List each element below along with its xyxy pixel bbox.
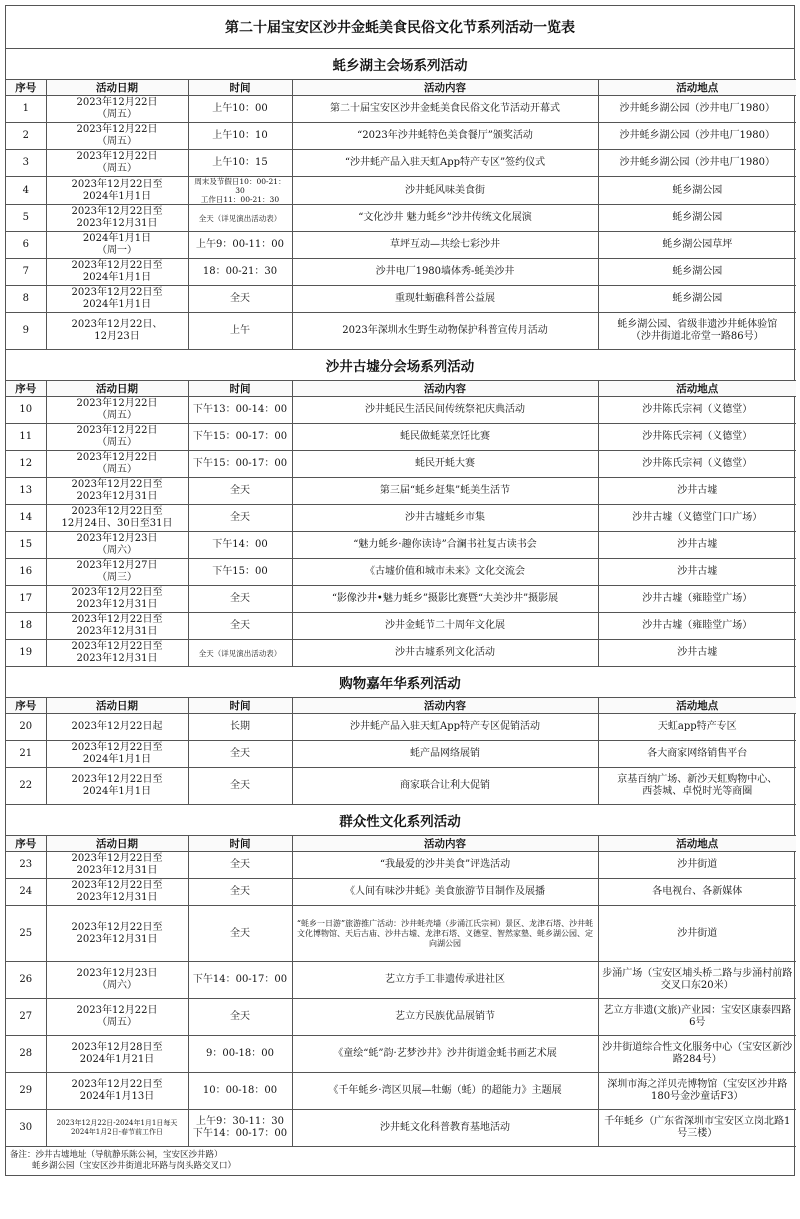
table-row	[6, 286, 796, 313]
section-title: 购物嘉年华系列活动	[6, 667, 794, 698]
table-row	[6, 999, 796, 1036]
header-row	[6, 836, 796, 852]
column-header: 时间	[188, 836, 292, 852]
row-number: 15	[6, 532, 46, 559]
column-header: 时间	[188, 80, 292, 96]
activity-time: 长期	[188, 714, 292, 741]
activity-content: 蚝产品网络展销	[292, 741, 598, 768]
activity-location: 京基百纳广场、新沙天虹购物中心、 西荟城、卓悦时光等商圈	[598, 768, 796, 805]
activity-time: 上午10：15	[188, 150, 292, 177]
activity-content: “2023年沙井蚝特色美食餐厅”颁奖活动	[292, 123, 598, 150]
header-row	[6, 80, 796, 96]
column-header: 时间	[188, 698, 292, 714]
activity-content: 沙井蚝产品入驻天虹App特产专区促销活动	[292, 714, 598, 741]
activity-time: 18：00-21：30	[188, 259, 292, 286]
table-row	[6, 478, 796, 505]
activity-time: 全天	[188, 613, 292, 640]
activity-content: 第二十届宝安区沙井金蚝美食民俗文化节活动开幕式	[292, 96, 598, 123]
header-row	[6, 698, 796, 714]
activity-time: 下午14：00-17：00	[188, 962, 292, 999]
activity-time: 下午15：00	[188, 559, 292, 586]
activity-content: 第三届“蚝乡赶集”蚝美生活节	[292, 478, 598, 505]
activity-content: 草坪互动—共绘七彩沙井	[292, 232, 598, 259]
activity-time: 10：00-18：00	[188, 1073, 292, 1110]
row-number: 7	[6, 259, 46, 286]
table-row	[6, 232, 796, 259]
row-number: 13	[6, 478, 46, 505]
activity-time: 下午13：00-14：00	[188, 397, 292, 424]
activity-date: 2024年1月1日 （周一）	[46, 232, 188, 259]
activity-date: 2023年12月22日至 2023年12月31日	[46, 640, 188, 667]
row-number: 8	[6, 286, 46, 313]
activity-location: 沙井蚝乡湖公园（沙井电厂1980）	[598, 150, 796, 177]
activity-date: 2023年12月28日至 2024年1月21日	[46, 1036, 188, 1073]
row-number: 4	[6, 177, 46, 205]
activity-location: 蚝乡湖公园草坪	[598, 232, 796, 259]
activity-time: 全天（详见演出活动表）	[188, 205, 292, 232]
activity-time: 下午15：00-17：00	[188, 451, 292, 478]
row-number: 2	[6, 123, 46, 150]
table-row	[6, 613, 796, 640]
activity-table	[6, 380, 796, 667]
activity-location: 沙井古墟	[598, 559, 796, 586]
activity-time: 上午	[188, 313, 292, 350]
activity-location: 艺立方非遗(文旅)产业园：宝安区康泰四路6号	[598, 999, 796, 1036]
activity-date: 2023年12月22日至 2024年1月1日	[46, 177, 188, 205]
footnote-line-1: 备注：沙井古墟地址（导航静乐陈公祠，宝安区沙井路）	[10, 1150, 223, 1160]
activity-time: 上午9：30-11：30 下午14：00-17：00	[188, 1110, 292, 1147]
row-number: 10	[6, 397, 46, 424]
activity-location: 蚝乡湖公园	[598, 259, 796, 286]
activity-date: 2023年12月22日 （周五）	[46, 96, 188, 123]
activity-location: 步涌广场（宝安区埔头桥二路与步涌村前路交叉口东20米）	[598, 962, 796, 999]
activity-time: 下午14：00	[188, 532, 292, 559]
section-title: 沙井古墟分会场系列活动	[6, 350, 794, 381]
activity-date: 2023年12月22日 （周五）	[46, 123, 188, 150]
row-number: 21	[6, 741, 46, 768]
activity-content: 重现牡蛎礁科普公益展	[292, 286, 598, 313]
row-number: 25	[6, 906, 46, 962]
table-row	[6, 451, 796, 478]
activity-location: 蚝乡湖公园	[598, 177, 796, 205]
table-row	[6, 123, 796, 150]
column-header: 活动日期	[46, 80, 188, 96]
activity-date: 2023年12月23日 （周六）	[46, 962, 188, 999]
activity-time: 上午9：00-11：00	[188, 232, 292, 259]
activity-content: 沙井电厂1980墙体秀-蚝美沙井	[292, 259, 598, 286]
main-title: 第二十届宝安区沙井金蚝美食民俗文化节系列活动一览表	[6, 6, 794, 49]
column-header: 活动日期	[46, 381, 188, 397]
row-number: 12	[6, 451, 46, 478]
activity-location: 千年蚝乡（广东省深圳市宝安区立岗北路1号三楼）	[598, 1110, 796, 1147]
column-header: 活动内容	[292, 381, 598, 397]
column-header: 活动地点	[598, 836, 796, 852]
row-number: 24	[6, 879, 46, 906]
column-header: 序号	[6, 80, 46, 96]
activity-content: 《童绘“蚝”韵·艺梦沙井》沙井街道金蚝书画艺术展	[292, 1036, 598, 1073]
activity-content: 沙井蚝民生活民间传统祭祀庆典活动	[292, 397, 598, 424]
activity-date: 2023年12月22日 （周五）	[46, 150, 188, 177]
table-row	[6, 259, 796, 286]
table-row	[6, 313, 796, 350]
activity-location: 沙井街道	[598, 906, 796, 962]
table-row	[6, 1073, 796, 1110]
table-row	[6, 714, 796, 741]
activity-time: 上午10：10	[188, 123, 292, 150]
activity-location: 沙井古墟（义德堂门口广场）	[598, 505, 796, 532]
activity-location: 沙井古墟（雍睦堂广场）	[598, 586, 796, 613]
column-header: 活动地点	[598, 381, 796, 397]
activity-time: 全天	[188, 586, 292, 613]
activity-date: 2023年12月22日-2024年1月1日每天 2024年1月2日-春节前工作日	[46, 1110, 188, 1147]
activity-table	[6, 835, 796, 1147]
activity-time: 9：00-18：00	[188, 1036, 292, 1073]
column-header: 活动内容	[292, 698, 598, 714]
activity-content: 沙井蚝风味美食街	[292, 177, 598, 205]
activity-location: 各电视台、各新媒体	[598, 879, 796, 906]
table-row	[6, 559, 796, 586]
activity-date: 2023年12月22日至 2023年12月31日	[46, 906, 188, 962]
section-title: 蚝乡湖主会场系列活动	[6, 49, 794, 80]
section-title: 群众性文化系列活动	[6, 805, 794, 836]
activity-content: 沙井古墟系列文化活动	[292, 640, 598, 667]
row-number: 9	[6, 313, 46, 350]
activity-content: 《古墟价值和城市未来》文化交流会	[292, 559, 598, 586]
table-row	[6, 424, 796, 451]
activity-time: 全天	[188, 286, 292, 313]
activity-time: 全天	[188, 478, 292, 505]
activity-location: 沙井蚝乡湖公园（沙井电厂1980）	[598, 123, 796, 150]
activity-location: 沙井古墟（雍睦堂广场）	[598, 613, 796, 640]
column-header: 活动日期	[46, 698, 188, 714]
table-row	[6, 768, 796, 805]
row-number: 23	[6, 852, 46, 879]
activity-date: 2023年12月22日至 2023年12月31日	[46, 205, 188, 232]
activity-time: 全天	[188, 768, 292, 805]
activity-location: 各大商家网络销售平台	[598, 741, 796, 768]
row-number: 26	[6, 962, 46, 999]
column-header: 活动内容	[292, 836, 598, 852]
activity-date: 2023年12月22日至 2024年1月1日	[46, 259, 188, 286]
activity-location: 沙井陈氏宗祠（义德堂）	[598, 424, 796, 451]
table-row	[6, 205, 796, 232]
table-row	[6, 96, 796, 123]
activity-location: 蚝乡湖公园	[598, 205, 796, 232]
activity-time: 全天	[188, 852, 292, 879]
column-header: 活动地点	[598, 80, 796, 96]
activity-table	[6, 697, 796, 805]
activity-time: 全天	[188, 879, 292, 906]
row-number: 6	[6, 232, 46, 259]
sections-container	[6, 49, 794, 1147]
activity-date: 2023年12月22日至 2024年1月13日	[46, 1073, 188, 1110]
row-number: 19	[6, 640, 46, 667]
activity-date: 2023年12月22日 （周五）	[46, 999, 188, 1036]
row-number: 14	[6, 505, 46, 532]
activity-location: 沙井陈氏宗祠（义德堂）	[598, 451, 796, 478]
activity-location: 沙井街道综合性文化服务中心（宝安区新沙路284号）	[598, 1036, 796, 1073]
activity-time: 周末及节假日10：00-21：30 工作日11：00-21：30	[188, 177, 292, 205]
activity-location: 沙井古墟	[598, 640, 796, 667]
activity-content: 《千年蚝乡·湾区贝展—牡蛎（蚝）的超能力》主题展	[292, 1073, 598, 1110]
activity-content: 蚝民做蚝菜烹饪比赛	[292, 424, 598, 451]
row-number: 27	[6, 999, 46, 1036]
activity-content: 沙井古墟蚝乡市集	[292, 505, 598, 532]
row-number: 16	[6, 559, 46, 586]
activity-date: 2023年12月22日 （周五）	[46, 397, 188, 424]
row-number: 5	[6, 205, 46, 232]
activity-date: 2023年12月22日至 2023年12月31日	[46, 613, 188, 640]
table-row	[6, 1036, 796, 1073]
activity-date: 2023年12月22日至 2023年12月31日	[46, 852, 188, 879]
table-row	[6, 1110, 796, 1147]
activity-content: “魅力蚝乡·趣你读诗”合澜书社复古读书会	[292, 532, 598, 559]
activity-content: “沙井蚝产品入驻天虹App特产专区”签约仪式	[292, 150, 598, 177]
activity-date: 2023年12月22日 （周五）	[46, 451, 188, 478]
activity-content: “蚝乡一日游”旅游推广活动：沙井蚝壳墙（步涌江氏宗祠）景区、龙津石塔、沙井蚝文化博物馆、天后古庙、沙井古墟、龙津石塔、义德堂、智然家塾、蚝乡湖公园、定向湖公园	[292, 906, 598, 962]
activity-content: 《人间有味沙井蚝》美食旅游节目制作及展播	[292, 879, 598, 906]
activity-content: 蚝民开蚝大赛	[292, 451, 598, 478]
column-header: 序号	[6, 836, 46, 852]
footnote-line-2: 蚝乡湖公园（宝安区沙井街道北环路与岗头路交叉口）	[32, 1161, 237, 1171]
table-row	[6, 397, 796, 424]
activity-date: 2023年12月22日 （周五）	[46, 424, 188, 451]
row-number: 30	[6, 1110, 46, 1147]
activity-time: 全天	[188, 741, 292, 768]
row-number: 1	[6, 96, 46, 123]
row-number: 22	[6, 768, 46, 805]
activity-location: 蚝乡湖公园	[598, 286, 796, 313]
activity-time: 下午15：00-17：00	[188, 424, 292, 451]
row-number: 18	[6, 613, 46, 640]
activity-date: 2023年12月22日至 2024年1月1日	[46, 286, 188, 313]
column-header: 活动内容	[292, 80, 598, 96]
activity-date: 2023年12月27日 （周三）	[46, 559, 188, 586]
activity-time: 全天	[188, 906, 292, 962]
header-row	[6, 381, 796, 397]
table-row	[6, 852, 796, 879]
activity-location: 沙井蚝乡湖公园（沙井电厂1980）	[598, 96, 796, 123]
activity-location: 天虹app特产专区	[598, 714, 796, 741]
activity-date: 2023年12月22日至 12月24日、30日至31日	[46, 505, 188, 532]
activity-content: 商家联合让利大促销	[292, 768, 598, 805]
table-row	[6, 532, 796, 559]
activity-date: 2023年12月22日至 2023年12月31日	[46, 586, 188, 613]
activity-table	[6, 79, 796, 350]
activity-location: 蚝乡湖公园、省级非遗沙井蚝体验馆 （沙井街道北帝堂一路86号）	[598, 313, 796, 350]
table-row	[6, 505, 796, 532]
activity-content: “文化沙井 魅力蚝乡”沙井传统文化展演	[292, 205, 598, 232]
table-row	[6, 640, 796, 667]
table-row	[6, 177, 796, 205]
row-number: 20	[6, 714, 46, 741]
column-header: 活动日期	[46, 836, 188, 852]
activity-time: 上午10：00	[188, 96, 292, 123]
activity-location: 沙井古墟	[598, 478, 796, 505]
column-header: 活动地点	[598, 698, 796, 714]
activity-content: 艺立方手工非遗传承进社区	[292, 962, 598, 999]
activity-date: 2023年12月22日至 2024年1月1日	[46, 741, 188, 768]
activity-location: 沙井街道	[598, 852, 796, 879]
table-row	[6, 586, 796, 613]
activity-location: 沙井古墟	[598, 532, 796, 559]
activity-date: 2023年12月22日至 2023年12月31日	[46, 879, 188, 906]
table-row	[6, 150, 796, 177]
activity-time: 全天	[188, 999, 292, 1036]
table-row	[6, 962, 796, 999]
activity-content: 2023年深圳水生野生动物保护科普宣传月活动	[292, 313, 598, 350]
row-number: 28	[6, 1036, 46, 1073]
row-number: 29	[6, 1073, 46, 1110]
activity-date: 2023年12月22日至 2023年12月31日	[46, 478, 188, 505]
activity-time: 全天	[188, 505, 292, 532]
activity-time: 全天（详见演出活动表）	[188, 640, 292, 667]
activity-date: 2023年12月22日起	[46, 714, 188, 741]
row-number: 11	[6, 424, 46, 451]
activity-date: 2023年12月23日 （周六）	[46, 532, 188, 559]
table-row	[6, 741, 796, 768]
activity-content: 艺立方民族优品展销节	[292, 999, 598, 1036]
activity-date: 2023年12月22日、 12月23日	[46, 313, 188, 350]
row-number: 3	[6, 150, 46, 177]
activity-location: 沙井陈氏宗祠（义德堂）	[598, 397, 796, 424]
activity-content: “我最爱的沙井美食”评选活动	[292, 852, 598, 879]
column-header: 时间	[188, 381, 292, 397]
activity-sheet	[5, 5, 795, 1176]
activity-location: 深圳市海之洋贝壳博物馆（宝安区沙井路180号金沙童话F3）	[598, 1073, 796, 1110]
activity-content: 沙井蚝文化科普教育基地活动	[292, 1110, 598, 1147]
footnote	[6, 1147, 794, 1175]
activity-content: 沙井金蚝节二十周年文化展	[292, 613, 598, 640]
column-header: 序号	[6, 698, 46, 714]
table-row	[6, 906, 796, 962]
table-row	[6, 879, 796, 906]
activity-date: 2023年12月22日至 2024年1月1日	[46, 768, 188, 805]
row-number: 17	[6, 586, 46, 613]
activity-content: “影像沙井•魅力蚝乡”摄影比赛暨“大美沙井”摄影展	[292, 586, 598, 613]
column-header: 序号	[6, 381, 46, 397]
